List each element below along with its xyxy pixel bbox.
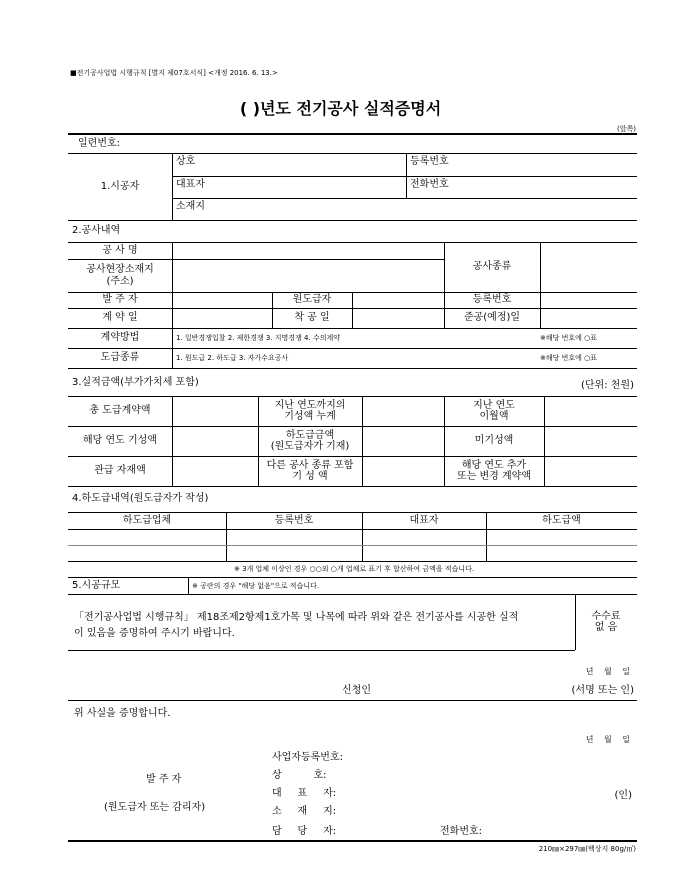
rep-label: 대표자 <box>176 179 205 190</box>
paper-spec: 210㎜×297㎜(백상지 80g/㎡) <box>538 845 636 853</box>
additional-contract-l2: 또는 변경 계약액 <box>457 471 531 482</box>
page-title: ( )년도 전기공사 실적증명서 <box>239 99 442 118</box>
certifier-label: 발 주 자 <box>146 774 182 785</box>
carry-over-l2: 이월액 <box>479 411 509 422</box>
sub-col-amount: 하도급액 <box>542 514 581 526</box>
site-label <box>68 259 172 292</box>
carry-over-l1: 지난 연도 <box>473 399 515 411</box>
site-label-l1: 공사현장소재지 <box>86 264 154 275</box>
start-date-label: 착 공 일 <box>294 312 330 324</box>
prev-perf-l1: 지난 연도까지의 <box>274 399 346 411</box>
sub-amount-l2: (원도급자가 기재) <box>270 441 350 452</box>
method-options: 1. 일반경쟁입찰 2. 제한경쟁 3. 지명경쟁 4. 수의계약 <box>176 334 341 342</box>
sub-amount-l1: 하도급금액 <box>285 429 335 441</box>
other-work-l1: 다른 공사 종류 포함 <box>266 459 354 471</box>
other-work-l2: 기 성 액 <box>292 471 328 482</box>
sub-col-regno: 등록번호 <box>274 514 314 526</box>
certify-text: 위 사실을 증명합니다. <box>74 708 171 719</box>
trade-label: 상 호: <box>272 770 327 781</box>
applicant-sign: (서명 또는 인) <box>571 685 634 696</box>
reg-no-label: 등록번호 <box>410 156 449 167</box>
sec1-label: 1.시공자 <box>100 180 140 192</box>
fee-label: 수수료 <box>591 610 621 622</box>
sec2-label: 2.공사내역 <box>72 225 121 236</box>
method-label: 계약방법 <box>100 332 140 344</box>
rep2-label: 대 표 자: <box>272 788 337 799</box>
phone-label: 전화번호 <box>410 179 449 190</box>
site-label-l2: (주소) <box>106 275 134 287</box>
total-contract-label: 총 도급계약액 <box>89 405 151 417</box>
request-line2: 이 있음을 증명하여 주시기 바랍니다. <box>74 628 235 639</box>
additional-contract-l1: 해당 연도 추가 <box>461 459 527 471</box>
prev-perf-label <box>258 396 362 426</box>
addr-label: 소 재 지: <box>272 806 337 817</box>
side-label: (앞쪽) <box>617 125 636 133</box>
certify-date: 년 월 일 <box>585 735 630 744</box>
work-type-label: 공사종류 <box>472 261 512 273</box>
prime-label: 원도급자 <box>292 294 332 306</box>
trade-name-label: 상호 <box>176 156 196 167</box>
sec4-label: 4.하도급내역(원도급자가 작성) <box>72 493 209 504</box>
contract-type-note: ※해당 번호에 ○표 <box>540 354 597 362</box>
sub-amount-label <box>258 426 362 456</box>
contract-type-label: 도급종류 <box>100 352 140 364</box>
sub-note: ※ 3개 업체 이상인 경우 ○○외 ○개 업체로 표기 후 합산하여 금액을 적습니다. <box>234 565 475 573</box>
fee-value: 없 음 <box>594 622 618 633</box>
prev-perf-l2: 기성액 누계 <box>284 411 336 422</box>
sec3-label: 3.실적금액(부가가치세 포함) <box>72 377 199 388</box>
law-reference: ■전기공사업법 시행규칙 [별지 제07호서식] <개정 2016. 6. 13.> <box>70 69 278 77</box>
contract-type-options: 1. 원도급 2. 하도급 3. 자가수요공사 <box>176 354 289 362</box>
client-label: 발 주 자 <box>102 294 138 306</box>
fee-box <box>575 594 637 650</box>
sub-col-company: 하도급업체 <box>122 514 172 526</box>
reg-no2-label: 등록번호 <box>472 294 512 306</box>
cur-perf-label: 해당 연도 기성액 <box>83 435 157 447</box>
manager-label: 담 당 자: <box>272 826 337 837</box>
issue-no-label: 일련번호: <box>78 138 121 149</box>
certifier-sub: (원도급자 또는 감리자) <box>104 802 206 813</box>
sec5-label: 5.시공규모 <box>72 579 121 591</box>
biz-no-label: 사업자등록번호: <box>272 752 343 763</box>
scale-note: ※ 공란의 경우 "해당 없음"으로 적습니다. <box>192 581 320 590</box>
carry-over-label <box>444 396 544 426</box>
method-note: ※해당 번호에 ○표 <box>540 334 597 342</box>
additional-contract-label <box>444 456 544 486</box>
completion-label: 준공(예정)일 <box>463 312 521 324</box>
unpaid-label: 미기성액 <box>474 435 514 447</box>
supplied-material-label: 관급 자재액 <box>94 465 146 477</box>
address-label: 소재지 <box>176 201 205 212</box>
seal-mark: (인) <box>614 790 632 801</box>
other-work-label <box>258 456 362 486</box>
certify-phone-label: 전화번호: <box>440 826 483 837</box>
applicant-label: 신청인 <box>342 685 371 696</box>
sub-col-rep: 대표자 <box>409 514 439 526</box>
contract-date-label: 계 약 일 <box>102 312 138 324</box>
project-name-label: 공 사 명 <box>102 244 138 256</box>
request-date: 년 월 일 <box>585 667 630 676</box>
unit-label: (단위: 천원) <box>581 380 634 391</box>
request-line1: 「전기공사업법 시행규칙」 제18조제2항제1호가목 및 나목에 따라 위와 같은 전기공사를 시공한 실적 <box>74 612 519 623</box>
